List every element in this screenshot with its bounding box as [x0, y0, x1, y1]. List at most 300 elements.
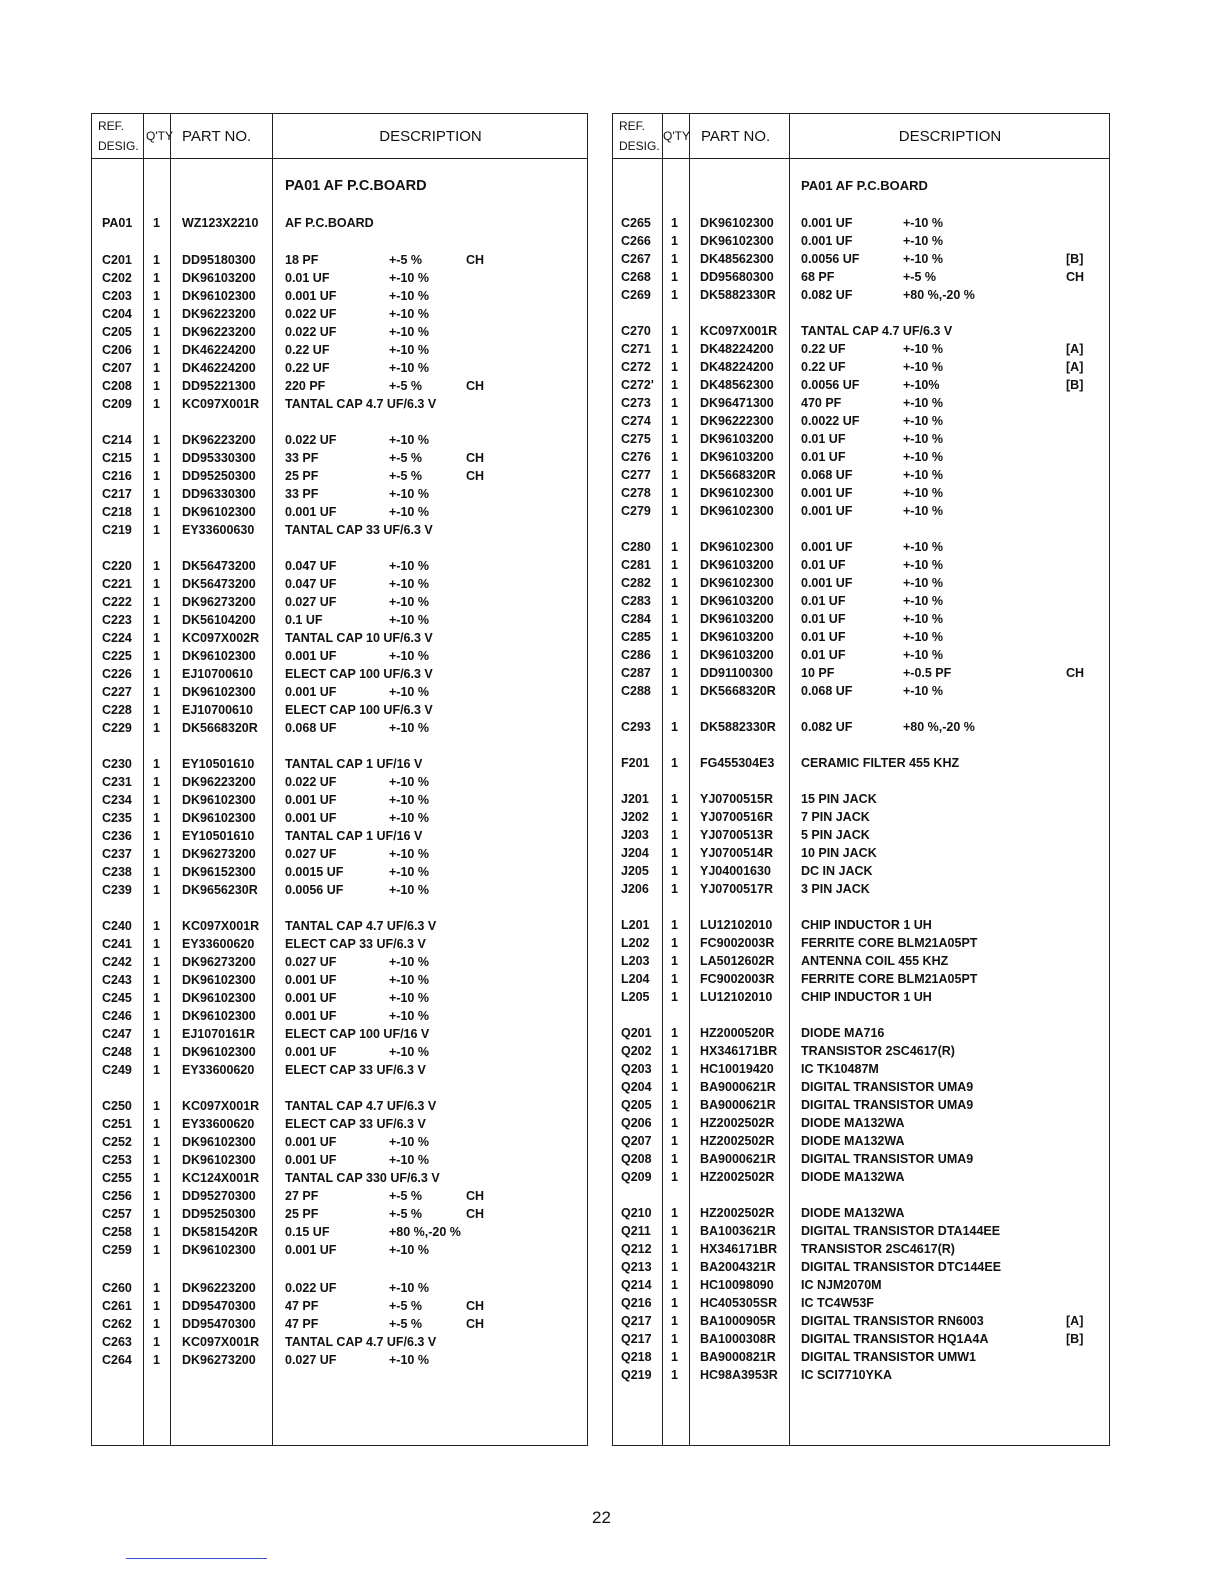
- part-no-cell: DK46224200: [182, 343, 256, 357]
- ref-desig-cell: C248: [102, 1045, 132, 1059]
- tolerance-cell: +-10 %: [903, 252, 943, 266]
- ref-desig-cell: C224: [102, 631, 132, 645]
- table-row: [92, 594, 587, 612]
- ref-desig-cell: PA01: [102, 216, 133, 230]
- ref-desig-cell: C284: [621, 612, 651, 626]
- qty-cell: 1: [153, 703, 160, 717]
- table-row: [613, 755, 1109, 773]
- part-no-cell: YJ0700514R: [700, 846, 773, 860]
- description-cell: 0.01 UF: [801, 648, 846, 662]
- part-no-cell: DK5668320R: [700, 684, 776, 698]
- qty-cell: 1: [671, 918, 678, 932]
- description-cell: ANTENNA COIL 455 KHZ: [801, 954, 949, 968]
- table-row: [613, 1061, 1109, 1079]
- part-no-cell: DK96102300: [700, 576, 774, 590]
- ref-desig-cell: C273: [621, 396, 651, 410]
- table-row: [613, 287, 1109, 305]
- part-no-cell: DK96102300: [182, 793, 256, 807]
- part-no-cell: KC097X001R: [700, 324, 778, 338]
- tolerance-cell: +-10 %: [903, 414, 943, 428]
- description-cell: 0.001 UF: [285, 685, 337, 699]
- part-no-cell: BA9000621R: [700, 1098, 776, 1112]
- qty-cell: 1: [153, 649, 160, 663]
- table-row: [92, 576, 587, 594]
- description-cell: 0.22 UF: [801, 360, 846, 374]
- qty-cell: 1: [153, 721, 160, 735]
- part-no-cell: LU12102010: [700, 918, 773, 932]
- qty-cell: 1: [671, 1368, 678, 1382]
- part-no-cell: DK96471300: [700, 396, 774, 410]
- description-cell: 0.001 UF: [285, 991, 337, 1005]
- part-no-cell: DK5668320R: [700, 468, 776, 482]
- qty-cell: 1: [153, 775, 160, 789]
- description-cell: 0.01 UF: [801, 630, 846, 644]
- part-no-cell: HZ2002502R: [700, 1206, 775, 1220]
- ref-desig-cell: L201: [621, 918, 650, 932]
- description-cell: 0.022 UF: [285, 325, 337, 339]
- ref-desig-cell: C242: [102, 955, 132, 969]
- qty-cell: 1: [153, 1009, 160, 1023]
- ref-desig-cell: C215: [102, 451, 132, 465]
- header-qty: Q'TY: [146, 129, 173, 143]
- description-cell: 10 PIN JACK: [801, 846, 877, 860]
- qty-cell: 1: [153, 397, 160, 411]
- note-cell: CH: [1066, 270, 1085, 284]
- ref-desig-cell: C277: [621, 468, 651, 482]
- description-cell: IC NJM2070M: [801, 1278, 882, 1292]
- qty-cell: 1: [671, 360, 678, 374]
- table-row: [613, 575, 1109, 593]
- ref-desig-cell: C218: [102, 505, 132, 519]
- qty-cell: 1: [671, 1278, 678, 1292]
- description-cell: TANTAL CAP 4.7 UF/6.3 V: [285, 1335, 437, 1349]
- tolerance-cell: +-5 %: [389, 379, 423, 393]
- ref-desig-cell: Q218: [621, 1350, 652, 1364]
- description-cell: CHIP INDUCTOR 1 UH: [801, 990, 932, 1004]
- description-cell: 0.0015 UF: [285, 865, 344, 879]
- description-cell: DIGITAL TRANSISTOR UMA9: [801, 1152, 974, 1166]
- qty-cell: 1: [153, 343, 160, 357]
- table-row: [92, 684, 587, 702]
- description-cell: 0.027 UF: [285, 847, 337, 861]
- qty-cell: 1: [671, 270, 678, 284]
- page-number: 22: [592, 1508, 611, 1527]
- table-row: [92, 1188, 587, 1206]
- tolerance-cell: +-10%: [903, 378, 940, 392]
- section-title: PA01 AF P.C.BOARD: [801, 178, 928, 193]
- description-cell: 25 PF: [285, 1207, 319, 1221]
- qty-cell: 1: [153, 216, 160, 230]
- table-row: [613, 935, 1109, 953]
- description-cell: 7 PIN JACK: [801, 810, 870, 824]
- tolerance-cell: +-10 %: [389, 991, 429, 1005]
- qty-cell: 1: [153, 469, 160, 483]
- ref-desig-cell: Q217: [621, 1332, 652, 1346]
- qty-cell: 1: [153, 919, 160, 933]
- part-no-cell: DK96103200: [700, 648, 774, 662]
- description-cell: 0.001 UF: [801, 486, 853, 500]
- ref-desig-cell: C237: [102, 847, 132, 861]
- description-cell: 33 PF: [285, 451, 319, 465]
- qty-cell: 1: [153, 793, 160, 807]
- tolerance-cell: +80 %,-20 %: [389, 1225, 461, 1239]
- table-row: [613, 215, 1109, 233]
- table-row: [92, 432, 587, 450]
- qty-cell: 1: [153, 685, 160, 699]
- description-cell: CERAMIC FILTER 455 KHZ: [801, 756, 960, 770]
- part-no-cell: BA9000821R: [700, 1350, 776, 1364]
- qty-cell: 1: [153, 865, 160, 879]
- qty-cell: 1: [153, 667, 160, 681]
- table-row: [613, 971, 1109, 989]
- tolerance-cell: +-10 %: [389, 487, 429, 501]
- part-no-cell: BA1003621R: [700, 1224, 776, 1238]
- qty-cell: 1: [153, 271, 160, 285]
- ref-desig-cell: J204: [621, 846, 649, 860]
- qty-cell: 1: [671, 1350, 678, 1364]
- ref-desig-cell: C276: [621, 450, 651, 464]
- description-cell: TANTAL CAP 4.7 UF/6.3 V: [285, 397, 437, 411]
- qty-cell: 1: [671, 1314, 678, 1328]
- description-cell: DIGITAL TRANSISTOR UMA9: [801, 1080, 974, 1094]
- description-cell: 0.01 UF: [285, 271, 330, 285]
- part-no-cell: DK96103200: [700, 558, 774, 572]
- description-cell: 0.082 UF: [801, 720, 853, 734]
- part-no-cell: LA5012602R: [700, 954, 775, 968]
- table-row: [92, 1116, 587, 1134]
- ref-desig-cell: C222: [102, 595, 132, 609]
- header-part-no: PART NO.: [182, 127, 252, 145]
- table-row: [92, 1352, 587, 1370]
- ref-desig-cell: Q203: [621, 1062, 652, 1076]
- part-no-cell: DK96223200: [182, 307, 256, 321]
- description-cell: TRANSISTOR 2SC4617(R): [801, 1044, 955, 1058]
- ref-desig-cell: Q216: [621, 1296, 652, 1310]
- ref-desig-cell: F201: [621, 756, 650, 770]
- qty-cell: 1: [671, 1224, 678, 1238]
- description-cell: 47 PF: [285, 1299, 319, 1313]
- tolerance-cell: +-10 %: [903, 576, 943, 590]
- table-row: [92, 1334, 587, 1352]
- part-no-cell: DK96223200: [182, 433, 256, 447]
- part-no-cell: DK96102300: [700, 486, 774, 500]
- part-no-cell: HX346171BR: [700, 1242, 778, 1256]
- ref-desig-cell: C208: [102, 379, 132, 393]
- description-cell: 0.15 UF: [285, 1225, 330, 1239]
- qty-cell: 1: [153, 523, 160, 537]
- qty-cell: 1: [671, 1260, 678, 1274]
- qty-cell: 1: [671, 252, 678, 266]
- part-no-cell: YJ0700513R: [700, 828, 773, 842]
- part-no-cell: HZ2002502R: [700, 1116, 775, 1130]
- table-row: [92, 324, 587, 342]
- qty-cell: 1: [153, 1299, 160, 1313]
- qty-cell: 1: [153, 1153, 160, 1167]
- table-row: [613, 413, 1109, 431]
- qty-cell: 1: [671, 990, 678, 1004]
- table-row: [613, 1241, 1109, 1259]
- description-cell: DIGITAL TRANSISTOR RN6003: [801, 1314, 984, 1328]
- ref-desig-cell: Q214: [621, 1278, 652, 1292]
- description-cell: 0.1 UF: [285, 613, 323, 627]
- tolerance-cell: +-10 %: [389, 361, 429, 375]
- ref-desig-cell: C206: [102, 343, 132, 357]
- part-no-cell: DK96102300: [182, 1153, 256, 1167]
- table-row: [92, 504, 587, 522]
- description-cell: 33 PF: [285, 487, 319, 501]
- note-cell: [A]: [1066, 342, 1084, 356]
- description-cell: DIGITAL TRANSISTOR UMA9: [801, 1098, 974, 1112]
- table-row: [613, 503, 1109, 521]
- tolerance-cell: +-10 %: [389, 847, 429, 861]
- table-row: [92, 1152, 587, 1170]
- description-cell: 0.22 UF: [285, 361, 330, 375]
- tolerance-cell: +-10 %: [903, 450, 943, 464]
- part-no-cell: DK48562300: [700, 378, 774, 392]
- part-no-cell: EJ10700610: [182, 703, 253, 717]
- ref-desig-cell: C243: [102, 973, 132, 987]
- table-row: [92, 756, 587, 774]
- table-row: [613, 791, 1109, 809]
- description-cell: 0.001 UF: [285, 649, 337, 663]
- part-no-cell: HC10019420: [700, 1062, 774, 1076]
- table-row: [613, 269, 1109, 287]
- qty-cell: 1: [153, 379, 160, 393]
- description-cell: AF P.C.BOARD: [285, 216, 374, 230]
- table-row: [92, 918, 587, 936]
- ref-desig-cell: Q219: [621, 1368, 652, 1382]
- ref-desig-cell: Q207: [621, 1134, 652, 1148]
- tolerance-cell: +-10 %: [903, 558, 943, 572]
- tolerance-cell: +-10 %: [389, 595, 429, 609]
- part-no-cell: DK96102300: [182, 649, 256, 663]
- description-cell: ELECT CAP 33 UF/6.3 V: [285, 1063, 426, 1077]
- qty-cell: 1: [153, 577, 160, 591]
- description-cell: TANTAL CAP 33 UF/6.3 V: [285, 523, 433, 537]
- ref-desig-cell: C278: [621, 486, 651, 500]
- table-row: [92, 270, 587, 288]
- tolerance-cell: +-10 %: [389, 1243, 429, 1257]
- header-ref-desig: REF. DESIG.: [98, 119, 139, 153]
- description-cell: FERRITE CORE BLM21A05PT: [801, 936, 978, 950]
- description-cell: 0.01 UF: [801, 612, 846, 626]
- ref-desig-cell: C205: [102, 325, 132, 339]
- qty-cell: 1: [671, 432, 678, 446]
- table-row: [613, 1133, 1109, 1151]
- part-no-cell: DD95680300: [700, 270, 774, 284]
- qty-cell: 1: [671, 234, 678, 248]
- part-no-cell: BA9000621R: [700, 1080, 776, 1094]
- part-no-cell: DK96102300: [182, 505, 256, 519]
- description-cell: ELECT CAP 100 UF/6.3 V: [285, 667, 433, 681]
- description-cell: 0.01 UF: [801, 432, 846, 446]
- table-row: [92, 612, 587, 630]
- part-no-cell: DK96103200: [700, 612, 774, 626]
- ref-desig-cell: Q205: [621, 1098, 652, 1112]
- ref-desig-cell: J203: [621, 828, 649, 842]
- table-row: [92, 720, 587, 738]
- ref-desig-cell: C204: [102, 307, 132, 321]
- qty-cell: 1: [153, 1171, 160, 1185]
- part-no-cell: EJ10700610: [182, 667, 253, 681]
- table-row: [92, 252, 587, 270]
- qty-cell: 1: [153, 307, 160, 321]
- description-cell: 0.001 UF: [801, 216, 853, 230]
- qty-cell: 1: [671, 792, 678, 806]
- part-no-cell: DK96223200: [182, 325, 256, 339]
- ref-desig-cell: C238: [102, 865, 132, 879]
- tolerance-cell: +-0.5 PF: [903, 666, 952, 680]
- ref-desig-cell: L203: [621, 954, 650, 968]
- ref-desig-cell: C239: [102, 883, 132, 897]
- note-cell: CH: [1066, 666, 1085, 680]
- table-row: [92, 1206, 587, 1224]
- table-row: [92, 774, 587, 792]
- part-no-cell: DK9656230R: [182, 883, 258, 897]
- description-cell: TANTAL CAP 4.7 UF/6.3 V: [285, 1099, 437, 1113]
- description-cell: 0.001 UF: [285, 505, 337, 519]
- qty-cell: 1: [671, 1116, 678, 1130]
- ref-desig-cell: Q204: [621, 1080, 652, 1094]
- description-cell: DIODE MA716: [801, 1026, 885, 1040]
- ref-desig-cell: C225: [102, 649, 132, 663]
- ref-desig-cell: C249: [102, 1063, 132, 1077]
- part-no-cell: EY33600630: [182, 523, 255, 537]
- description-cell: 0.01 UF: [801, 558, 846, 572]
- description-cell: TRANSISTOR 2SC4617(R): [801, 1242, 955, 1256]
- part-no-cell: DD95270300: [182, 1189, 256, 1203]
- part-no-cell: KC097X001R: [182, 1099, 260, 1113]
- tolerance-cell: +-10 %: [389, 811, 429, 825]
- ref-desig-cell: C209: [102, 397, 132, 411]
- ref-desig-cell: C274: [621, 414, 651, 428]
- part-no-cell: EY10501610: [182, 757, 255, 771]
- ref-desig-cell: J201: [621, 792, 649, 806]
- part-no-cell: HC98A3953R: [700, 1368, 778, 1382]
- qty-cell: 1: [671, 1170, 678, 1184]
- qty-cell: 1: [153, 289, 160, 303]
- qty-cell: 1: [153, 361, 160, 375]
- table-row: [613, 1313, 1109, 1331]
- ref-desig-cell: C229: [102, 721, 132, 735]
- table-row: [92, 522, 587, 540]
- ref-desig-cell: Q209: [621, 1170, 652, 1184]
- ref-desig-cell: C240: [102, 919, 132, 933]
- description-cell: 0.001 UF: [285, 289, 337, 303]
- qty-cell: 1: [671, 486, 678, 500]
- qty-cell: 1: [671, 972, 678, 986]
- ref-desig-cell: C259: [102, 1243, 132, 1257]
- ref-desig-cell: C262: [102, 1317, 132, 1331]
- qty-cell: 1: [153, 631, 160, 645]
- ref-desig-cell: C231: [102, 775, 132, 789]
- qty-cell: 1: [671, 576, 678, 590]
- description-cell: ELECT CAP 100 UF/6.3 V: [285, 703, 433, 717]
- part-no-cell: DD95330300: [182, 451, 256, 465]
- description-cell: 0.0056 UF: [285, 883, 344, 897]
- part-no-cell: EY10501610: [182, 829, 255, 843]
- table-row: [92, 954, 587, 972]
- table-row: [613, 1259, 1109, 1277]
- qty-cell: 1: [671, 1206, 678, 1220]
- table-row: [613, 989, 1109, 1007]
- description-cell: 0.047 UF: [285, 577, 337, 591]
- table-row: [92, 1242, 587, 1260]
- part-no-cell: DK48562300: [700, 252, 774, 266]
- table-row: [92, 288, 587, 306]
- tolerance-cell: +-10 %: [389, 775, 429, 789]
- qty-cell: 1: [153, 505, 160, 519]
- ref-desig-cell: C280: [621, 540, 651, 554]
- qty-cell: 1: [153, 253, 160, 267]
- qty-cell: 1: [671, 828, 678, 842]
- qty-cell: 1: [153, 847, 160, 861]
- ref-desig-cell: C216: [102, 469, 132, 483]
- qty-cell: 1: [153, 1189, 160, 1203]
- tolerance-cell: +-10 %: [389, 325, 429, 339]
- ref-desig-cell: C219: [102, 523, 132, 537]
- part-no-cell: KC097X001R: [182, 919, 260, 933]
- table-row: [613, 485, 1109, 503]
- part-no-cell: DD95180300: [182, 253, 256, 267]
- qty-cell: 1: [671, 810, 678, 824]
- qty-cell: 1: [671, 540, 678, 554]
- table-row: [613, 917, 1109, 935]
- ref-desig-cell: C230: [102, 757, 132, 771]
- tolerance-cell: +-10 %: [389, 955, 429, 969]
- description-cell: 0.068 UF: [285, 721, 337, 735]
- tolerance-cell: +-5 %: [389, 1207, 423, 1221]
- description-cell: DIODE MA132WA: [801, 1206, 905, 1220]
- table-row: [92, 1062, 587, 1080]
- ref-desig-cell: C236: [102, 829, 132, 843]
- tolerance-cell: +-5 %: [389, 1317, 423, 1331]
- table-row: [92, 1170, 587, 1188]
- description-cell: DIODE MA132WA: [801, 1116, 905, 1130]
- ref-desig-cell: L202: [621, 936, 650, 950]
- table-row: [613, 953, 1109, 971]
- tolerance-cell: +-10 %: [389, 973, 429, 987]
- part-no-cell: DK56473200: [182, 559, 256, 573]
- ref-desig-cell: C227: [102, 685, 132, 699]
- table-row: [92, 864, 587, 882]
- table-row: [92, 792, 587, 810]
- qty-cell: 1: [671, 936, 678, 950]
- tolerance-cell: +-10 %: [389, 433, 429, 447]
- part-no-cell: DD95221300: [182, 379, 256, 393]
- qty-cell: 1: [153, 487, 160, 501]
- qty-cell: 1: [671, 720, 678, 734]
- part-no-cell: YJ04001630: [700, 864, 771, 878]
- tolerance-cell: +-10 %: [389, 559, 429, 573]
- description-cell: 0.001 UF: [285, 1135, 337, 1149]
- note-cell: [A]: [1066, 360, 1084, 374]
- description-cell: 0.001 UF: [285, 1009, 337, 1023]
- part-no-cell: DK96222300: [700, 414, 774, 428]
- description-cell: 0.068 UF: [801, 468, 853, 482]
- part-no-cell: EY33600620: [182, 1063, 255, 1077]
- qty-cell: 1: [671, 378, 678, 392]
- qty-cell: 1: [153, 1207, 160, 1221]
- ref-desig-cell: C258: [102, 1225, 132, 1239]
- table-row: [613, 1331, 1109, 1349]
- qty-cell: 1: [671, 1098, 678, 1112]
- ref-desig-cell: Q213: [621, 1260, 652, 1274]
- table-row: [92, 360, 587, 378]
- part-no-cell: BA9000621R: [700, 1152, 776, 1166]
- qty-cell: 1: [671, 594, 678, 608]
- tolerance-cell: +-10 %: [903, 630, 943, 644]
